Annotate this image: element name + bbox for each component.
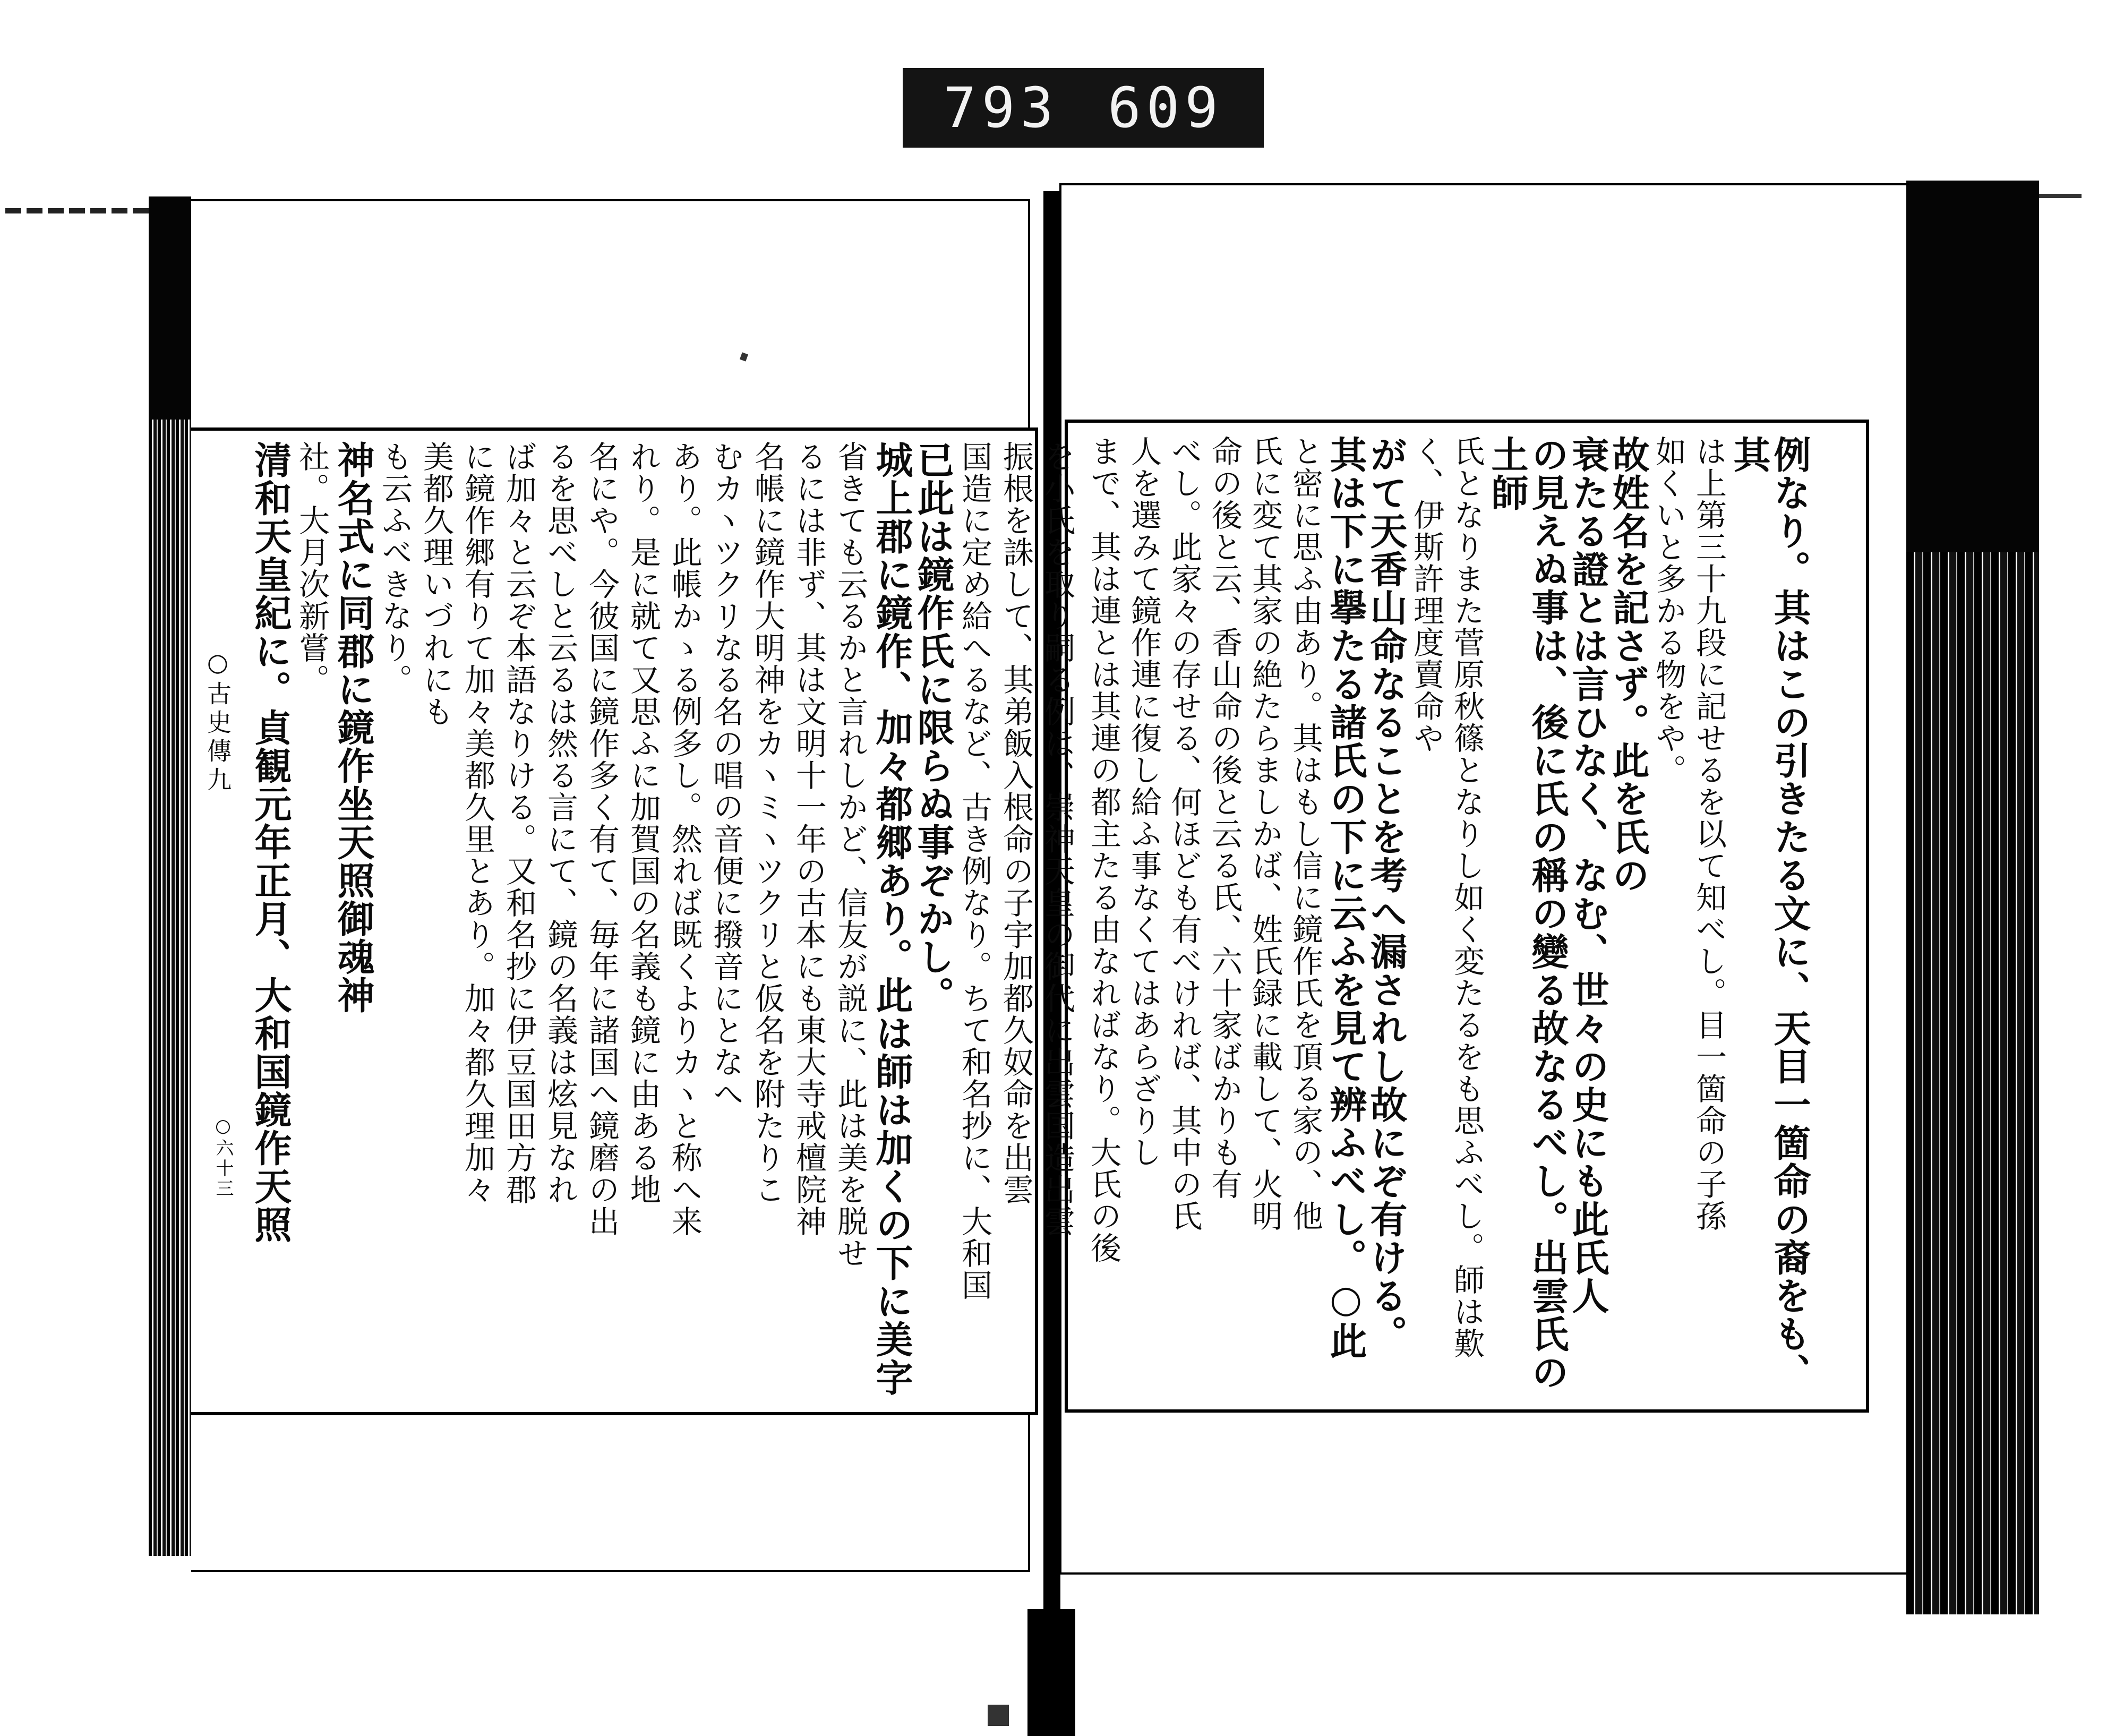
text-column: 例なり。其はこの引きたる文に、天目一箇命の裔をも、其 <box>1727 435 1812 1391</box>
book-edge-right-dark <box>1906 181 2039 552</box>
text-column: 名帳に鏡作大明神をカヽミヽツクリと仮名を附たりこ <box>749 441 785 1205</box>
text-column: 名にや。今彼国に鏡作多く有て、毎年に諸国へ鏡磨の出 <box>584 441 620 1237</box>
text-column: 已此は鏡作氏に限らぬ事ぞかし。 <box>911 441 955 1014</box>
text-column: れり。是に就て又思ふに加賀国の名義も鏡に由ある地 <box>625 441 661 1205</box>
page-number: ○六十三 <box>212 1115 234 1199</box>
text-column: 氏に変て其家の絶たらましかば、姓氏録に載して、火明 <box>1247 435 1283 1232</box>
text-column: と密に思ふ由あり。其はもし信に鏡作氏を頂る家の、他 <box>1287 435 1323 1232</box>
text-column: むカヽツクリなる名の唱の音便に撥音にとなへ <box>708 441 744 1110</box>
text-column: 社。大月次新嘗。 <box>294 441 330 696</box>
text-column: 美都久理いづれにも <box>418 441 454 728</box>
text-column: あり。此帳かゝる例多し。然れば既くよりカヽと称へ来 <box>666 441 703 1237</box>
text-column: 省きても云るかと言れしかど、信友が説に、此は美を脱せ <box>832 441 868 1269</box>
text-column: の見えぬ事は、後に氏の稱の變る故なるべし。出雲氏の土師 <box>1485 435 1570 1391</box>
text-column: 故姓名を記さず。此を氏の <box>1606 435 1650 894</box>
reel-number-label <box>903 68 1264 148</box>
book-spine-foot <box>1027 1609 1075 1736</box>
reel-number-left: 793 <box>943 75 1059 140</box>
text-column: 国造に定め給へるなど、古き例なり。ちて和名抄に、大和国 <box>956 441 992 1301</box>
text-column: 命の後と云、香山命の後と云る氏、六十家ばかりも有 <box>1206 435 1243 1200</box>
book-edge-left-dark <box>149 196 191 420</box>
running-head: ○古史傳九 <box>203 648 232 796</box>
text-column: るには非ず、其は文明十一年の古本にも東大寺戒檀院神 <box>791 441 827 1237</box>
ink-speck-bottom <box>988 1705 1009 1726</box>
text-column: るを思べしと云るは然る言にて、鏡の名義は炫見なれ <box>542 441 578 1205</box>
text-column: 神名式に同郡に鏡作坐天照御魂神 <box>331 441 375 1014</box>
left-page-text <box>250 441 1078 1397</box>
right-page-text <box>1083 435 1810 1402</box>
text-column: ば加々と云ぞ本語なりける。又和名抄に伊豆国田方郡 <box>501 441 537 1205</box>
text-column: まで、其は連とは其連の都主たる由なればなり。大氏の後 <box>1085 435 1121 1264</box>
text-column: 城上郡に鏡作、加々都郷あり。此は師は加くの下に美字 <box>870 441 914 1397</box>
text-column: べし。此家々の存せる、何ほども有べければ、其中の氏 <box>1166 435 1202 1232</box>
text-column: 其は下に擧たる諸氏の下に云ふを見て辨ふべし。○此 <box>1324 435 1368 1360</box>
text-column: に鏡作郷有りて加々美都久里とあり。加々都久理加々 <box>459 441 495 1205</box>
text-column: 如くいと多かる物をや。 <box>1650 435 1686 786</box>
text-column: 人を選みて鏡作連に復し給ふ事なくてはあらざりし <box>1126 435 1162 1168</box>
text-column: は上第三十九段に記せるを以て知べし。目一箇命の子孫 <box>1691 435 1727 1232</box>
film-leader-mark <box>5 208 149 213</box>
text-column: 振根を誅して、其弟飯入根命の子宇加都久奴命を出雲 <box>998 441 1034 1205</box>
text-column: がて天香山命なることを考へ漏されし故にぞ有ける。 <box>1364 435 1408 1353</box>
reel-number-right: 609 <box>1108 75 1223 140</box>
text-column: も云ふべきなり。 <box>376 441 413 696</box>
text-column: を小氏を取り嗣る例は、崇神天皇の御代に出雲国造出雲 <box>1039 441 1075 1237</box>
text-column: 氏となりまた菅原秋篠となりし如く変たるをも思ふべし。師は歎く、伊斯許理度賣命や <box>1408 435 1485 1359</box>
text-column: 清和天皇紀に。貞観元年正月、大和国鏡作天照 <box>249 441 293 1244</box>
left-margin-frame <box>191 427 234 1415</box>
text-column: 衰たる證とは言ひなく、なむ、世々の史にも此氏人 <box>1566 435 1610 1315</box>
